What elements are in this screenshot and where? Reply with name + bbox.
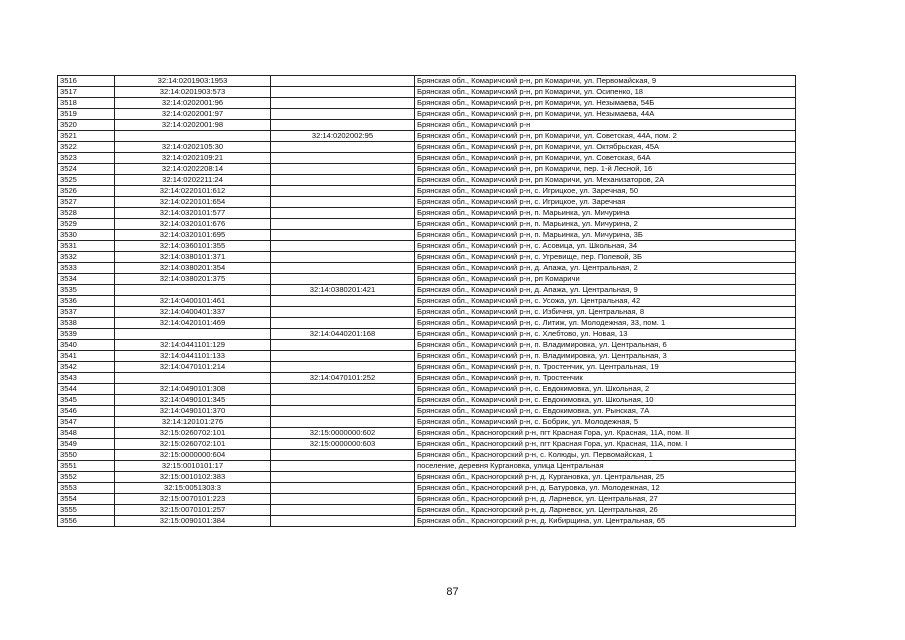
cadastral-number-cell: 32:15:0090101:384 [115, 516, 271, 527]
table-row [58, 494, 796, 505]
table-row [58, 329, 796, 340]
row-number-cell: 3518 [58, 98, 115, 109]
row-number-cell: 3519 [58, 109, 115, 120]
cadastral-number-cell: 32:14:0202001:97 [115, 109, 271, 120]
cadastral-number-cell: 32:15:0070101:257 [115, 505, 271, 516]
cadastral-number-cell: 32:14:0441101:133 [115, 351, 271, 362]
cadastral-number-cell: 32:14:120101:276 [115, 417, 271, 428]
row-number-cell: 3520 [58, 120, 115, 131]
table-row [58, 395, 796, 406]
premises-cadastral-number-cell [271, 164, 415, 175]
premises-cadastral-number-cell [271, 483, 415, 494]
row-number-cell: 3531 [58, 241, 115, 252]
cadastral-number-cell: 32:14:0320101:676 [115, 219, 271, 230]
row-number-cell: 3548 [58, 428, 115, 439]
table-row [58, 109, 796, 120]
row-number-cell: 3536 [58, 296, 115, 307]
premises-cadastral-number-cell [271, 406, 415, 417]
premises-cadastral-number-cell: 32:14:0440201:168 [271, 329, 415, 340]
address-cell: Брянская обл., Красногорский р-н, с. Колюды, ул. Первомайская, 1 [415, 450, 796, 461]
row-number-cell: 3544 [58, 384, 115, 395]
premises-cadastral-number-cell: 32:14:0202002:95 [271, 131, 415, 142]
table-row [58, 87, 796, 98]
cadastral-number-cell [115, 131, 271, 142]
address-cell: Брянская обл., Красногорский р-н, пгт Красная Гора, ул. Красная, 11А, пом. II [415, 428, 796, 439]
address-cell: Брянская обл., Комаричский р-н, п. Марьинка, ул. Мичурина [415, 208, 796, 219]
cadastral-number-cell [115, 285, 271, 296]
premises-cadastral-number-cell [271, 417, 415, 428]
row-number-cell: 3523 [58, 153, 115, 164]
cadastral-number-cell: 32:14:0470101:214 [115, 362, 271, 373]
address-cell: Брянская обл., Комаричский р-н, с. Евдокимовка, ул. Школьная, 2 [415, 384, 796, 395]
premises-cadastral-number-cell [271, 142, 415, 153]
row-number-cell: 3535 [58, 285, 115, 296]
address-cell: Брянская обл., Комаричский р-н, п. Тростенчик, ул. Центральная, 19 [415, 362, 796, 373]
row-number-cell: 3525 [58, 175, 115, 186]
table-row [58, 516, 796, 527]
table-row [58, 98, 796, 109]
address-cell: Брянская обл., Красногорский р-н, д. Батуровка, ул. Молодежная, 12 [415, 483, 796, 494]
table-row [58, 241, 796, 252]
table-row [58, 362, 796, 373]
address-cell: Брянская обл., Красногорский р-н, д. Ларневск, ул. Центральная, 27 [415, 494, 796, 505]
cadastral-number-cell: 32:14:0220101:654 [115, 197, 271, 208]
registry-table [57, 75, 796, 527]
table-row [58, 340, 796, 351]
row-number-cell: 3550 [58, 450, 115, 461]
address-cell: Брянская обл., Комаричский р-н, рп Комаричи, ул. Незымаева, 44А [415, 109, 796, 120]
table-row [58, 186, 796, 197]
table-row [58, 439, 796, 450]
row-number-cell: 3549 [58, 439, 115, 450]
row-number-cell: 3542 [58, 362, 115, 373]
address-cell: Брянская обл., Комаричский р-н, п. Тростенчик [415, 373, 796, 384]
table-row [58, 307, 796, 318]
address-cell: поселение, деревня Кургановка, улица Центральная [415, 461, 796, 472]
table-row [58, 142, 796, 153]
table-row [58, 274, 796, 285]
row-number-cell: 3537 [58, 307, 115, 318]
cadastral-number-cell: 32:14:0380201:375 [115, 274, 271, 285]
row-number-cell: 3534 [58, 274, 115, 285]
row-number-cell: 3541 [58, 351, 115, 362]
premises-cadastral-number-cell [271, 230, 415, 241]
cadastral-number-cell: 32:14:0420101:469 [115, 318, 271, 329]
table-row [58, 252, 796, 263]
address-cell: Брянская обл., Комаричский р-н, с. Бобрик, ул. Молодежная, 5 [415, 417, 796, 428]
table-row [58, 450, 796, 461]
address-cell: Брянская обл., Комаричский р-н, с. Асовица, ул. Школьная, 34 [415, 241, 796, 252]
table-row [58, 120, 796, 131]
registry-table-body [58, 76, 796, 527]
address-cell: Брянская обл., Комаричский р-н, п. Владимировка, ул. Центральная, 3 [415, 351, 796, 362]
table-row [58, 461, 796, 472]
cadastral-number-cell: 32:14:0220101:612 [115, 186, 271, 197]
table-row [58, 76, 796, 87]
row-number-cell: 3527 [58, 197, 115, 208]
table-row [58, 318, 796, 329]
premises-cadastral-number-cell [271, 153, 415, 164]
table-row [58, 285, 796, 296]
row-number-cell: 3529 [58, 219, 115, 230]
cadastral-number-cell: 32:14:0202105:30 [115, 142, 271, 153]
address-cell: Брянская обл., Красногорский р-н, д. Ларневск, ул. Центральная, 26 [415, 505, 796, 516]
cadastral-number-cell: 32:14:0490101:308 [115, 384, 271, 395]
premises-cadastral-number-cell [271, 76, 415, 87]
row-number-cell: 3554 [58, 494, 115, 505]
premises-cadastral-number-cell [271, 472, 415, 483]
address-cell: Брянская обл., Комаричский р-н, с. Хлебтово, ул. Новая, 13 [415, 329, 796, 340]
premises-cadastral-number-cell [271, 241, 415, 252]
address-cell: Брянская обл., Комаричский р-н, с. Евдокимовка, ул. Школьная, 10 [415, 395, 796, 406]
premises-cadastral-number-cell [271, 120, 415, 131]
address-cell: Брянская обл., Комаричский р-н, рп Комаричи, ул. Незымаева, 54Б [415, 98, 796, 109]
premises-cadastral-number-cell [271, 395, 415, 406]
row-number-cell: 3539 [58, 329, 115, 340]
premises-cadastral-number-cell [271, 219, 415, 230]
premises-cadastral-number-cell [271, 505, 415, 516]
table-row [58, 483, 796, 494]
table-row [58, 131, 796, 142]
premises-cadastral-number-cell [271, 197, 415, 208]
cadastral-number-cell: 32:15:0010101:17 [115, 461, 271, 472]
row-number-cell: 3547 [58, 417, 115, 428]
cadastral-number-cell: 32:14:0201903:1953 [115, 76, 271, 87]
cadastral-number-cell: 32:15:0051303:3 [115, 483, 271, 494]
table-row [58, 263, 796, 274]
address-cell: Брянская обл., Комаричский р-н [415, 120, 796, 131]
address-cell: Брянская обл., Комаричский р-н, рп Комаричи [415, 274, 796, 285]
row-number-cell: 3524 [58, 164, 115, 175]
row-number-cell: 3516 [58, 76, 115, 87]
premises-cadastral-number-cell [271, 109, 415, 120]
table-row [58, 296, 796, 307]
row-number-cell: 3522 [58, 142, 115, 153]
cadastral-number-cell: 32:14:0490101:370 [115, 406, 271, 417]
cadastral-number-cell: 32:14:0202001:98 [115, 120, 271, 131]
table-row [58, 230, 796, 241]
address-cell: Брянская обл., Комаричский р-н, п. Владимировка, ул. Центральная, 6 [415, 340, 796, 351]
address-cell: Брянская обл., Комаричский р-н, рп Комаричи, пер. 1-й Лесной, 16 [415, 164, 796, 175]
address-cell: Брянская обл., Комаричский р-н, п. Марьинка, ул. Мичурина, 2 [415, 219, 796, 230]
cadastral-number-cell: 32:14:0380101:371 [115, 252, 271, 263]
cadastral-number-cell: 32:14:0202001:96 [115, 98, 271, 109]
address-cell: Брянская обл., Комаричский р-н, с. Усожа, ул. Центральная, 42 [415, 296, 796, 307]
premises-cadastral-number-cell [271, 186, 415, 197]
table-row [58, 351, 796, 362]
row-number-cell: 3546 [58, 406, 115, 417]
row-number-cell: 3528 [58, 208, 115, 219]
table-row [58, 428, 796, 439]
row-number-cell: 3543 [58, 373, 115, 384]
cadastral-number-cell: 32:14:0202208:14 [115, 164, 271, 175]
cadastral-number-cell: 32:14:0202211:24 [115, 175, 271, 186]
cadastral-number-cell: 32:14:0380201:354 [115, 263, 271, 274]
row-number-cell: 3530 [58, 230, 115, 241]
table-row [58, 417, 796, 428]
table-row [58, 384, 796, 395]
cadastral-number-cell: 32:14:0400401:337 [115, 307, 271, 318]
address-cell: Брянская обл., Комаричский р-н, п. Марьинка, ул. Мичурина, 3Б [415, 230, 796, 241]
address-cell: Брянская обл., Комаричский р-н, рп Комаричи, ул. Механизаторов, 2А [415, 175, 796, 186]
cadastral-number-cell: 32:15:0000000:604 [115, 450, 271, 461]
table-row [58, 164, 796, 175]
premises-cadastral-number-cell [271, 307, 415, 318]
row-number-cell: 3517 [58, 87, 115, 98]
premises-cadastral-number-cell [271, 450, 415, 461]
premises-cadastral-number-cell [271, 362, 415, 373]
address-cell: Брянская обл., Комаричский р-н, с. Евдокимовка, ул. Рынская, 7А [415, 406, 796, 417]
address-cell: Брянская обл., Комаричский р-н, с. Избичня, ул. Центральная, 8 [415, 307, 796, 318]
row-number-cell: 3556 [58, 516, 115, 527]
premises-cadastral-number-cell [271, 87, 415, 98]
premises-cadastral-number-cell: 32:15:0000000:603 [271, 439, 415, 450]
row-number-cell: 3555 [58, 505, 115, 516]
address-cell: Брянская обл., Комаричский р-н, с. Игрицкое, ул. Заречная [415, 197, 796, 208]
premises-cadastral-number-cell: 32:14:0380201:421 [271, 285, 415, 296]
cadastral-number-cell: 32:14:0441101:129 [115, 340, 271, 351]
row-number-cell: 3540 [58, 340, 115, 351]
table-row [58, 175, 796, 186]
cadastral-number-cell: 32:14:0320101:577 [115, 208, 271, 219]
table-row [58, 373, 796, 384]
premises-cadastral-number-cell [271, 461, 415, 472]
address-cell: Брянская обл., Красногорский р-н, д. Кургановка, ул. Центральная, 25 [415, 472, 796, 483]
address-cell: Брянская обл., Комаричский р-н, д. Апажа, ул. Центральная, 2 [415, 263, 796, 274]
premises-cadastral-number-cell [271, 351, 415, 362]
page-number: 87 [446, 586, 459, 598]
premises-cadastral-number-cell [271, 340, 415, 351]
premises-cadastral-number-cell: 32:14:0470101:252 [271, 373, 415, 384]
row-number-cell: 3551 [58, 461, 115, 472]
address-cell: Брянская обл., Комаричский р-н, рп Комаричи, ул. Советская, 44А, пом. 2 [415, 131, 796, 142]
address-cell: Брянская обл., Комаричский р-н, рп Комаричи, ул. Первомайская, 9 [415, 76, 796, 87]
table-row [58, 219, 796, 230]
cadastral-number-cell: 32:15:0260702:101 [115, 428, 271, 439]
premises-cadastral-number-cell [271, 98, 415, 109]
address-cell: Брянская обл., Красногорский р-н, пгт Красная Гора, ул. Красная, 11А, пом. I [415, 439, 796, 450]
address-cell: Брянская обл., Комаричский р-н, с. Угревище, пер. Полевой, 3Б [415, 252, 796, 263]
address-cell: Брянская обл., Комаричский р-н, рп Комаричи, ул. Осипенко, 18 [415, 87, 796, 98]
address-cell: Брянская обл., Комаричский р-н, рп Комаричи, ул. Советская, 64А [415, 153, 796, 164]
table-row [58, 208, 796, 219]
row-number-cell: 3521 [58, 131, 115, 142]
row-number-cell: 3533 [58, 263, 115, 274]
table-row [58, 153, 796, 164]
row-number-cell: 3526 [58, 186, 115, 197]
premises-cadastral-number-cell [271, 516, 415, 527]
cadastral-number-cell [115, 373, 271, 384]
premises-cadastral-number-cell [271, 252, 415, 263]
cadastral-number-cell: 32:15:0260702:101 [115, 439, 271, 450]
premises-cadastral-number-cell [271, 296, 415, 307]
premises-cadastral-number-cell [271, 384, 415, 395]
address-cell: Брянская обл., Комаричский р-н, д. Апажа, ул. Центральная, 9 [415, 285, 796, 296]
premises-cadastral-number-cell [271, 175, 415, 186]
cadastral-number-cell: 32:15:0010102:383 [115, 472, 271, 483]
premises-cadastral-number-cell [271, 263, 415, 274]
premises-cadastral-number-cell [271, 318, 415, 329]
cadastral-number-cell: 32:14:0360101:355 [115, 241, 271, 252]
row-number-cell: 3532 [58, 252, 115, 263]
table-row [58, 505, 796, 516]
cadastral-number-cell: 32:14:0320101:695 [115, 230, 271, 241]
row-number-cell: 3552 [58, 472, 115, 483]
cadastral-number-cell: 32:14:0201903:573 [115, 87, 271, 98]
row-number-cell: 3553 [58, 483, 115, 494]
address-cell: Брянская обл., Комаричский р-н, с. Литиж, ул. Молодежная, 33, пом. 1 [415, 318, 796, 329]
premises-cadastral-number-cell [271, 208, 415, 219]
cadastral-number-cell [115, 329, 271, 340]
address-cell: Брянская обл., Комаричский р-н, с. Игрицкое, ул. Заречная, 50 [415, 186, 796, 197]
premises-cadastral-number-cell: 32:15:0000000:602 [271, 428, 415, 439]
cadastral-number-cell: 32:15:0070101:223 [115, 494, 271, 505]
table-row [58, 472, 796, 483]
row-number-cell: 3545 [58, 395, 115, 406]
premises-cadastral-number-cell [271, 494, 415, 505]
address-cell: Брянская обл., Красногорский р-н, д. Кибирщина, ул. Центральная, 65 [415, 516, 796, 527]
row-number-cell: 3538 [58, 318, 115, 329]
cadastral-number-cell: 32:14:0202109:21 [115, 153, 271, 164]
cadastral-number-cell: 32:14:0400101:461 [115, 296, 271, 307]
cadastral-number-cell: 32:14:0490101:345 [115, 395, 271, 406]
table-row [58, 406, 796, 417]
address-cell: Брянская обл., Комаричский р-н, рп Комаричи, ул. Октябрьская, 45А [415, 142, 796, 153]
premises-cadastral-number-cell [271, 274, 415, 285]
table-row [58, 197, 796, 208]
